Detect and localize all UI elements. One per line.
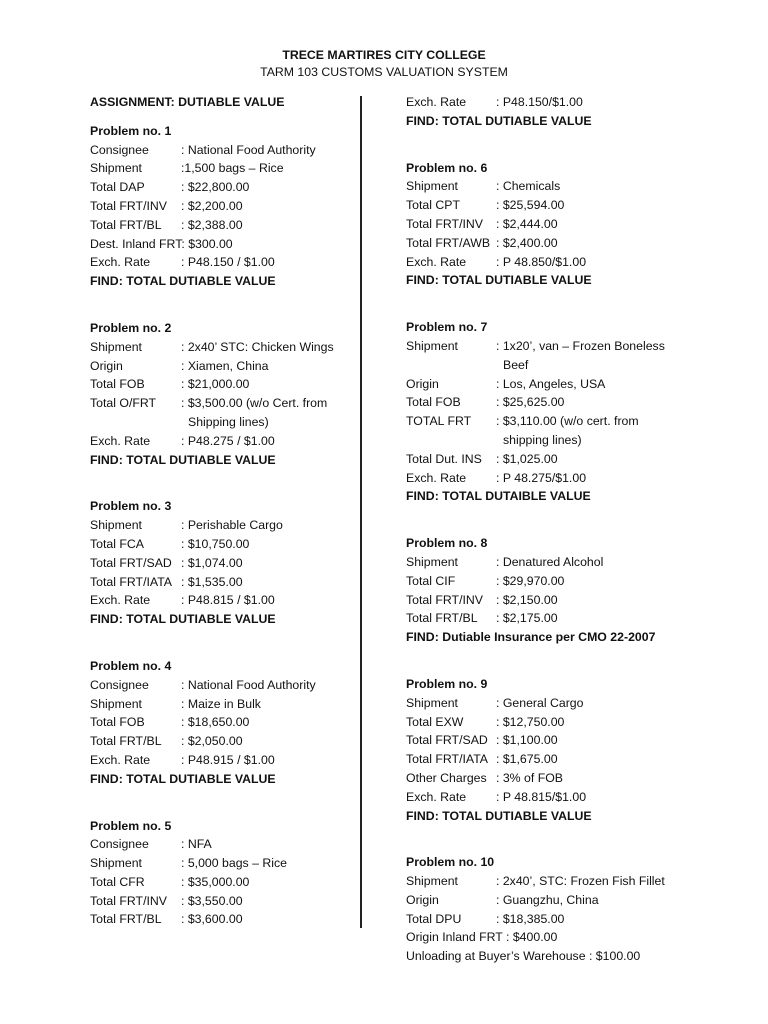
assignment-title: ASSIGNMENT: DUTIABLE VALUE (90, 95, 285, 109)
consignee-row: Consignee : National Food Authority (90, 677, 316, 692)
find-line: FIND: TOTAL DUTIABLE VALUE (90, 612, 276, 627)
column-divider (360, 96, 362, 928)
origin-row: Origin : Xiamen, China (90, 358, 269, 373)
total-frt-inv-row: Total FRT/INV : $2,444.00 (406, 216, 558, 231)
origin-inland-frt-line: Origin Inland FRT : $400.00 (406, 930, 558, 945)
exch-rate-row: Exch. Rate : P 48.275/$1.00 (406, 470, 587, 485)
school-name: TRECE MARTIRES CITY COLLEGE (282, 48, 486, 62)
shipment-row: Shipment : Denatured Alcohol (406, 554, 604, 569)
origin-row: Origin : Los, Angeles, USA (406, 376, 606, 391)
document-header (0, 47, 768, 81)
find-line: FIND: TOTAL DUTIABLE VALUE (406, 808, 592, 823)
total-dut-ins-row: Total Dut. INS : $1,025.00 (406, 451, 558, 466)
total-frt-sad-row: Total FRT/SAD : $1,074.00 (90, 555, 243, 570)
problem-title: Problem no. 7 (406, 320, 488, 335)
exch-rate-row: Exch. Rate : P48.150 / $1.00 (90, 255, 275, 270)
find-line: FIND: TOTAL DUTIABLE VALUE (90, 274, 276, 289)
problem-4 (90, 657, 348, 789)
total-fob-row: Total FOB : $25,625.00 (406, 395, 565, 410)
problem-7 (406, 318, 706, 506)
unloading-line: Unloading at Buyer’s Warehouse : $100.00 (406, 949, 641, 964)
shipment-row: Shipment : Maize in Bulk (90, 696, 261, 711)
problem-3 (90, 497, 348, 629)
exch-rate-row: Exch. Rate : P48.915 / $1.00 (90, 752, 275, 767)
find-line: FIND: TOTAL DUTIABLE VALUE (406, 273, 592, 288)
course-title: TARM 103 CUSTOMS VALUATION SYSTEM (260, 65, 508, 79)
find-line: FIND: TOTAL DUTIABLE VALUE (90, 771, 276, 786)
other-charges-row: Other Charges : 3% of FOB (406, 770, 563, 785)
exch-rate-row: Exch. Rate : P48.815 / $1.00 (90, 593, 275, 608)
exch-rate-row: Exch. Rate : P 48.815/$1.00 (406, 789, 587, 804)
total-fob-row: Total FOB : $18,650.00 (90, 715, 250, 730)
total-frt-inv-row: Total FRT/INV : $3,550.00 (90, 893, 243, 908)
problem-5-continued (406, 93, 706, 131)
problem-title: Problem no. 9 (406, 676, 488, 691)
total-frt-bl-row: Total FRT/BL : $2,175.00 (406, 611, 558, 626)
total-frt-inv-row: Total FRT/INV : $2,150.00 (406, 592, 558, 607)
problem-9 (406, 675, 706, 825)
problem-6 (406, 159, 706, 291)
problem-2 (90, 319, 348, 469)
origin-row: Origin : Guangzhu, China (406, 892, 599, 907)
left-column (90, 93, 348, 929)
find-line: FIND: TOTAL DUTIABLE VALUE (406, 113, 592, 128)
shipment-row: Shipment : Chemicals (406, 179, 561, 194)
problem-8 (406, 534, 706, 647)
problem-title: Problem no. 1 (90, 123, 172, 138)
total-frt-row: TOTAL FRT : $3,110.00 (w/o cert. from shipping lines) (406, 414, 639, 447)
total-frt-iata-row: Total FRT/IATA : $1,675.00 (406, 752, 558, 767)
exch-rate-row: Exch. Rate : P48.275 / $1.00 (90, 433, 275, 448)
exch-rate-row: Exch. Rate : P 48.850/$1.00 (406, 254, 587, 269)
problem-10 (406, 853, 706, 966)
dest-inland-frt-line: Dest. Inland FRT: $300.00 (90, 236, 233, 251)
shipment-row: Shipment : General Cargo (406, 695, 584, 710)
total-frt-awb-row: Total FRT/AWB : $2,400.00 (406, 235, 558, 250)
total-frt-inv-row: Total FRT/INV : $2,200.00 (90, 198, 243, 213)
total-cpt-row: Total CPT : $25,594.00 (406, 198, 565, 213)
problem-title: Problem no. 2 (90, 320, 172, 335)
total-cif-row: Total CIF : $29,970.00 (406, 573, 565, 588)
total-cfr-row: Total CFR : $35,000.00 (90, 874, 250, 889)
consignee-row: Consignee : National Food Authority (90, 142, 316, 157)
total-fob-row: Total FOB : $21,000.00 (90, 377, 250, 392)
right-column (406, 93, 706, 966)
total-frt-sad-row: Total FRT/SAD : $1,100.00 (406, 733, 558, 748)
consignee-row: Consignee : NFA (90, 837, 212, 852)
shipment-row: Shipment : Perishable Cargo (90, 518, 283, 533)
problem-title: Problem no. 8 (406, 536, 488, 551)
shipment-row: Shipment :1,500 bags – Rice (90, 161, 284, 176)
find-line: FIND: TOTAL DUTAIBLE VALUE (406, 489, 591, 504)
find-line: FIND: TOTAL DUTIABLE VALUE (90, 452, 276, 467)
problem-title: Problem no. 5 (90, 818, 172, 833)
problem-title: Problem no. 3 (90, 499, 172, 514)
problem-1 (90, 122, 348, 291)
problem-title: Problem no. 4 (90, 658, 172, 673)
exch-rate-row: Exch. Rate : P48.150/$1.00 (406, 95, 583, 109)
problem-5 (90, 817, 348, 930)
total-dap-row: Total DAP : $22,800.00 (90, 180, 250, 195)
total-dpu-row: Total DPU : $18,385.00 (406, 911, 565, 926)
find-line: FIND: Dutiable Insurance per CMO 22-2007 (406, 630, 656, 645)
total-frt-bl-row: Total FRT/BL : $2,050.00 (90, 734, 243, 749)
total-fca-row: Total FCA : $10,750.00 (90, 536, 250, 551)
shipment-row: Shipment : 1x20’, van – Frozen Boneless Beef (406, 338, 665, 372)
shipment-row: Shipment : 2x40’, STC: Frozen Fish Fillet (406, 874, 665, 889)
problem-title: Problem no. 6 (406, 160, 488, 175)
total-frt-bl-row: Total FRT/BL : $2,388.00 (90, 217, 243, 232)
total-frt-bl-row: Total FRT/BL : $3,600.00 (90, 912, 243, 927)
total-exw-row: Total EXW : $12,750.00 (406, 714, 565, 729)
shipment-row: Shipment : 5,000 bags – Rice (90, 856, 287, 871)
total-ofrt-row: Total O/FRT : $3,500.00 (w/o Cert. from Shipping lines) (90, 396, 328, 429)
shipment-row: Shipment : 2x40’ STC: Chicken Wings (90, 339, 334, 354)
total-frt-iata-row: Total FRT/IATA : $1,535.00 (90, 574, 243, 589)
problem-title: Problem no. 10 (406, 855, 495, 870)
